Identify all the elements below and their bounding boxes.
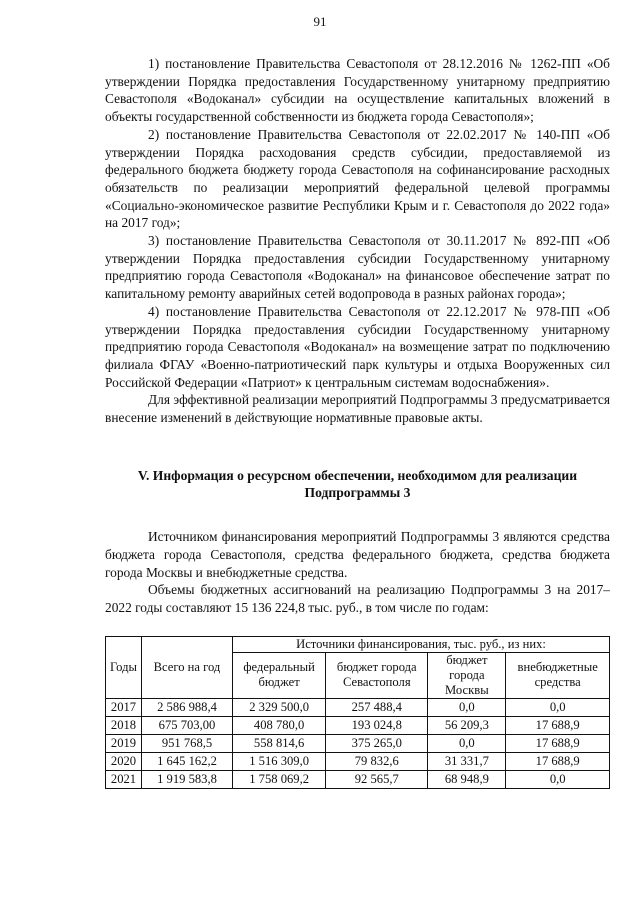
paragraph-resolution-1: 1) постановление Правительства Севастополя от 28.12.2016 № 1262-ПП «Об утверждении Порядка предоставления Государственному унитарному предприятию Севастополя «Водоканал» субсидии на осуществление капитальных вложений в объекты государственной собственности из бюджета города Севастополя»;	[105, 56, 610, 125]
cell-moscow: 68 948,9	[428, 770, 506, 788]
cell-year: 2021	[106, 770, 142, 788]
cell-federal: 558 814,6	[233, 734, 326, 752]
cell-moscow: 56 209,3	[428, 716, 506, 734]
header-sources: Источники финансирования, тыс. руб., из них:	[233, 636, 610, 652]
cell-total: 1 919 583,8	[142, 770, 233, 788]
cell-moscow: 31 331,7	[428, 752, 506, 770]
section-heading: V. Информация о ресурсном обеспечении, необходимом для реализации Подпрограммы 3	[137, 467, 578, 501]
document-body	[105, 55, 610, 789]
funding-table-wrap	[105, 636, 610, 789]
cell-sevastopol: 79 832,6	[326, 752, 428, 770]
cell-sevastopol: 257 488,4	[326, 698, 428, 716]
paragraph-resolution-2: 2) постановление Правительства Севастополя от 22.02.2017 № 140-ПП «Об утверждении Порядка расходования средств субсидии, предоставляемой из федерального бюджета бюджету города Севастополя на софинансирование расходных обязательств по реализации мероприятий федеральной целевой программы «Социально-экономическое развитие Республики Крым и г. Севастополя до 2022 года» на 2017 год»;	[105, 126, 610, 231]
cell-sevastopol: 375 265,0	[326, 734, 428, 752]
cell-moscow: 0,0	[428, 698, 506, 716]
paragraph-resolution-3: 3) постановление Правительства Севастополя от 30.11.2017 № 892-ПП «Об утверждении Порядка предоставления субсидии Государственному унитарному предприятию города Севастополя «Водоканал» на финансовое обеспечение затрат по капитальному ремонту аварийных сетей водопровода в разных районах города»;	[105, 233, 610, 302]
header-federal: федеральный бюджет	[233, 652, 326, 698]
header-total: Всего на год	[142, 636, 233, 698]
cell-moscow: 0,0	[428, 734, 506, 752]
table-row	[106, 734, 610, 752]
cell-total: 1 645 162,2	[142, 752, 233, 770]
paragraph-funding-sources: Источником финансирования мероприятий Подпрограммы 3 являются средства бюджета города Севастополя, средства федерального бюджета, средства бюджета города Москвы и внебюджетные средства.	[105, 529, 610, 580]
paragraph-resolution-4: 4) постановление Правительства Севастополя от 22.12.2017 № 978-ПП «Об утверждении Порядка предоставления субсидии Государственному унитарному предприятию города Севастополя «Водоканал» на возмещение затрат по подключению филиала ФГАУ «Военно-патриотический парк культуры и отдыха Вооруженных сил Российской Федерации «Патриот» к центральным системам водоснабжения».	[105, 303, 610, 390]
cell-offbudget: 17 688,9	[506, 734, 610, 752]
table-header-row	[106, 636, 610, 652]
funding-table	[105, 636, 610, 789]
paragraph-funding-volume: Объемы бюджетных ассигнований на реализацию Подпрограммы 3 на 2017–2022 годы составляют 15 136 224,8 тыс. руб., в том числе по годам:	[105, 582, 610, 615]
cell-federal: 2 329 500,0	[233, 698, 326, 716]
cell-federal: 1 516 309,0	[233, 752, 326, 770]
cell-federal: 408 780,0	[233, 716, 326, 734]
header-sevastopol: бюджет города Севастополя	[326, 652, 428, 698]
cell-year: 2017	[106, 698, 142, 716]
cell-offbudget: 0,0	[506, 698, 610, 716]
table-row	[106, 698, 610, 716]
cell-year: 2018	[106, 716, 142, 734]
cell-offbudget: 17 688,9	[506, 716, 610, 734]
page-number: 91	[313, 14, 327, 29]
table-row	[106, 770, 610, 788]
table-row	[106, 716, 610, 734]
cell-federal: 1 758 069,2	[233, 770, 326, 788]
cell-sevastopol: 92 565,7	[326, 770, 428, 788]
header-moscow: бюджет города Москвы	[428, 652, 506, 698]
header-year: Годы	[106, 636, 142, 698]
cell-offbudget: 0,0	[506, 770, 610, 788]
header-offbudget: внебюджетные средства	[506, 652, 610, 698]
table-row	[106, 752, 610, 770]
cell-total: 2 586 988,4	[142, 698, 233, 716]
cell-sevastopol: 193 024,8	[326, 716, 428, 734]
cell-total: 951 768,5	[142, 734, 233, 752]
paragraph-amendments: Для эффективной реализации мероприятий Подпрограммы 3 предусматривается внесение изменений в действующие нормативные правовые акты.	[105, 392, 610, 426]
cell-year: 2019	[106, 734, 142, 752]
cell-year: 2020	[106, 752, 142, 770]
cell-offbudget: 17 688,9	[506, 752, 610, 770]
cell-total: 675 703,00	[142, 716, 233, 734]
